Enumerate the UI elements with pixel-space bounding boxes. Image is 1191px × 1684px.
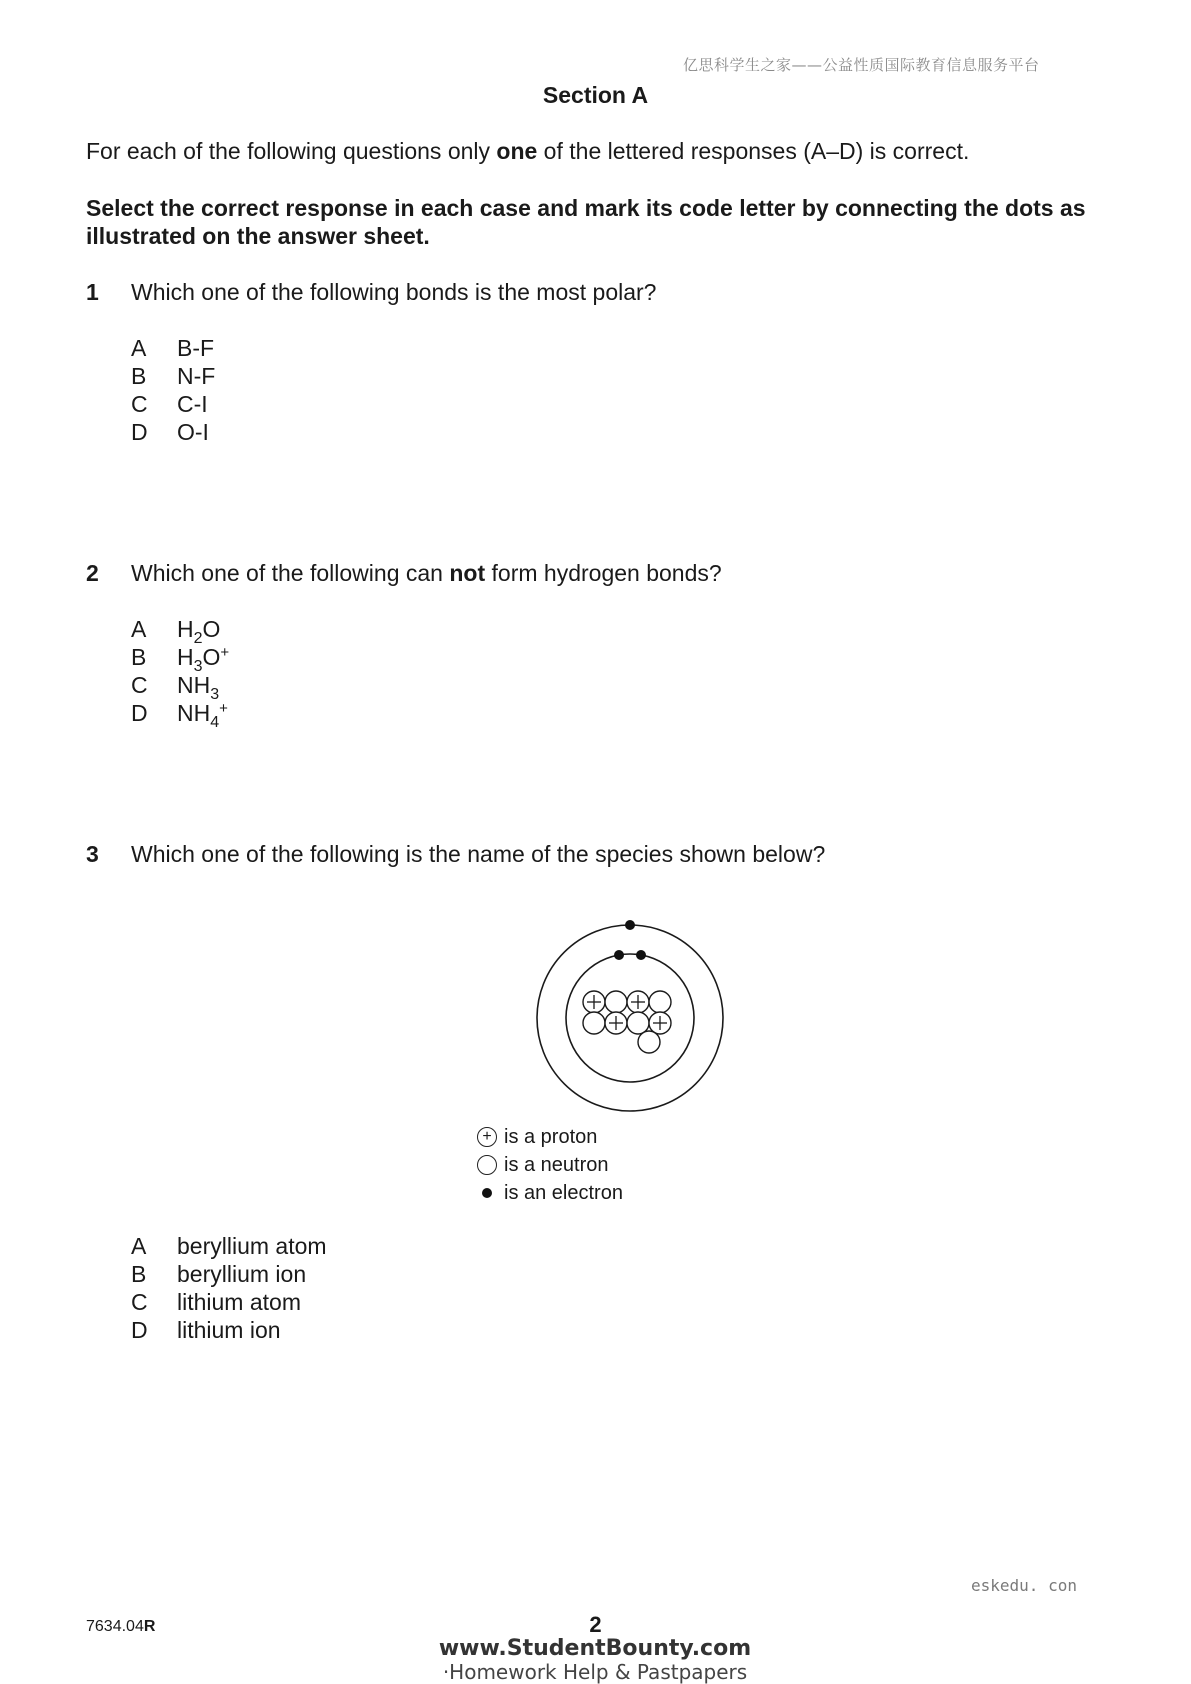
neutron-icon [477,1155,497,1175]
section-title: Section A [542,82,649,108]
electron-icon [614,950,624,960]
legend-row: is an electron [470,1179,623,1207]
chemical-formula: $H_3O^+$ [177,644,230,675]
question-3-number: 3 [86,841,99,867]
option: C C-I [131,391,208,417]
question-1-number: 1 [86,279,99,305]
question-1-options [131,334,215,446]
logo-site: www.StudentBounty.com [438,1636,752,1661]
studentbounty-logo [430,1637,760,1683]
question-2-number: 2 [86,560,99,586]
option: D lithium ion [131,1317,281,1343]
option: C lithium atom [131,1289,301,1315]
neutron-icon [638,1031,660,1053]
chemical-formula: $H_2O$ [177,616,221,647]
option: B beryllium ion [131,1261,307,1287]
diagram-legend [470,1123,623,1207]
nucleus [583,991,671,1053]
option: B N-F [131,363,216,389]
option: A $H_2O$ [131,616,221,647]
option: D $NH_4^+$ [131,700,228,731]
electron-icon [482,1188,492,1198]
intro-text: For each of the following questions only one of the lettered responses (A–D) is correct. [86,138,970,164]
question-2-options [131,615,230,731]
neutron-icon [649,991,671,1013]
chemical-formula: $NH_4^+$ [177,700,228,731]
question-3-text: Which one of the following is the name of the species shown below? [131,841,826,867]
option: A beryllium atom [131,1233,327,1259]
logo-tagline: ·Homework Help & Pastpapers [442,1660,748,1684]
neutron-icon [605,991,627,1013]
footer-watermark: eskedu. con [971,1576,1077,1595]
option: A B-F [131,335,215,361]
atom-diagram [530,915,730,1115]
proton-icon: + [477,1127,497,1147]
question-3-options [131,1232,327,1344]
legend-row: + is a proton [470,1123,623,1151]
chemical-formula: $NH_3$ [177,672,220,703]
neutron-icon [627,1012,649,1034]
option: B $H_3O^+$ [131,644,230,675]
instruction-text: Select the correct response in each case and mark its code letter by connecting the dots as illustrated on the answer sheet. [86,195,1086,249]
question-1-text: Which one of the following bonds is the most polar? [131,279,657,305]
legend-row: is a neutron [470,1151,623,1179]
page-number: 2 [589,1612,602,1637]
electron-icon [625,920,635,930]
option: C $NH_3$ [131,672,220,703]
header-watermark: 亿思科学生之家——公益性质国际教育信息服务平台 [683,56,1040,74]
question-2-text: Which one of the following can not form hydrogen bonds? [131,560,722,586]
option: D O-I [131,419,209,445]
neutron-icon [583,1012,605,1034]
electron-icon [636,950,646,960]
paper-code: 7634.04R [86,1618,156,1635]
